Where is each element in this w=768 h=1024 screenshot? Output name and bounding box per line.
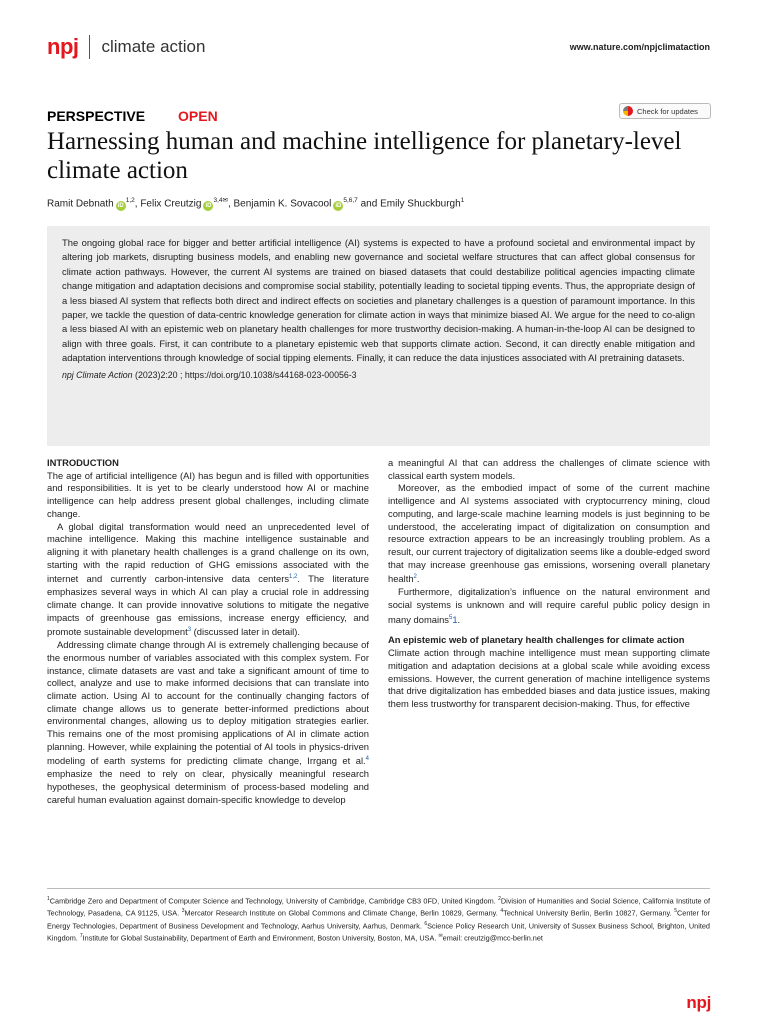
citation-journal: npj Climate Action (62, 369, 133, 380)
orcid-icon[interactable]: iD (117, 203, 124, 210)
paragraph-text: Furthermore, digitalization’s influence on the natural environment and social systems is unknown and will require careful public policy design in many domains (388, 586, 710, 625)
paragraph-text: (discussed later in detail). (191, 626, 300, 638)
box-reference-link[interactable]: 1 (452, 613, 458, 625)
author-name[interactable]: Emily Shuckburgh (380, 198, 461, 210)
author-separator: , (227, 198, 234, 210)
author-affiliation-sup: 5,6,7 (343, 197, 358, 204)
body-paragraph (47, 639, 369, 806)
affiliation-sup: 4 (500, 908, 504, 915)
footer-npj-logo: npj (686, 993, 711, 1012)
affiliation-sup: 1 (47, 896, 50, 902)
reference-sup[interactable]: 1,2 (289, 574, 298, 581)
author-affiliation-sup: 3,4✉ (213, 197, 228, 204)
reference-sup[interactable]: 4 (365, 756, 369, 763)
affiliation-text: Technical University Berlin, Berlin 10827, Germany. (503, 908, 675, 918)
paragraph-text: a meaningful AI that can address the challenges of climate science with classical earth system models. (388, 457, 710, 481)
crossmark-icon (623, 106, 633, 116)
paragraph-text: . (416, 573, 420, 585)
affiliation-text: Center for Energy Technologies, Department of Business Development and Technology, Aarhus University, Aarhus, Denmark. (47, 908, 710, 931)
affiliation-sup: 7 (79, 933, 83, 940)
affiliation-sup: ✉ (438, 933, 443, 940)
abstract-box (47, 226, 710, 446)
citation (62, 370, 695, 380)
check-for-updates-label: Check for updates (637, 106, 698, 116)
affiliation-text: Science Policy Research Unit, University of Sussex Business School, Brighton, United Kingdom. (47, 921, 710, 943)
author-name[interactable]: Ramit Debnath (47, 198, 114, 210)
paragraph-text: Moreover, as the embodied impact of some of the current machine intelligence and AI systems associated with cryptocurrency mining, cloud computing, and large-scale machine learning models is just beginning to be understood, the accelerating impact of digitalization on consumption and resource extraction appears to be an increasingly troubling problem. As a result, our current trajectory of digitalization seems like a double-edged sword that may increase greenhouse gas emissions, worsening overall planetary health (388, 482, 710, 585)
paragraph-text: A global digital transformation would need an unprecedented level of machine intelligence. Making this machine intelligence sustainable and aligning it with planetary health challenges is a grand challenge on its own, starting with the rapid reduction of GHG emissions associated with the internet and currently carbon-intensive data centers (47, 520, 369, 585)
paragraph-text: . (457, 613, 461, 625)
abstract-text: The ongoing global race for bigger and better artificial intelligence (AI) systems is expected to have a profound societal and environmental impact by altering job markets, disrupting business models, and enabling new governance and societal welfare structures that can affect global consensus for climate action pathways. However, the current AI systems are trained on biased datasets that could destabilize political agencies impacting climate change mitigation and adaptation decisions and compromise social stability, potentially leading to societal tipping events. Thus, the appropriate design of a less biased AI system that reflects both direct and indirect effects on societies and planetary challenges is a question of paramount importance. In this paper, we tackle the question of data-centric knowledge generation for climate action in ways that minimize biased AI. We argue for the need to co-align a less biased AI with an epistemic web on planetary health challenges for more trustworthy decision-making. A human-in-the-loop AI can be designed to align with three goals. First, it can contribute to a planetary epistemic web that supports climate action. Second, it can directly enable mitigation and adaptation interventions through knowledge of social tipping elements. Finally, it can reduce the data injustices associated with AI pretraining datasets. (62, 237, 695, 364)
left-paragraphs (47, 470, 369, 807)
journal-brand[interactable] (47, 35, 205, 59)
author-affiliation-sup: 1 (460, 197, 465, 204)
paragraph-text: emphasize the need to rely on clear, physically meaningful research hypotheses, the geophysical determinism of process-based modeling and careful human evaluation against domain-specific knowledge to develop (47, 768, 369, 805)
reference-sup[interactable]: 3 (187, 627, 192, 634)
author-affiliation-sup: 1,2 (125, 197, 135, 204)
article-title: Harnessing human and machine intelligence for planetary-level climate action (47, 128, 682, 184)
brand-divider (89, 35, 90, 59)
affiliation-text: email: creutzig@mcc-berlin.net (442, 933, 543, 943)
paragraph-text: The age of artificial intelligence (AI) has begun and is filled with opportunities and responsibilities. It is yet to be clearly understood how AI or machine intelligence can help address present global challenges, including climate change. (47, 469, 369, 519)
author-name[interactable]: Felix Creutzig (140, 198, 202, 210)
section2-paragraph: Climate action through machine intelligence must mean supporting climate mitigation and adaptation decisions at a global scale while avoiding excess emissions. However, the current generation of machine intelligence systems that drive digitalization has embedded biases and data justice issues, making them less trustworthy for transparent decision-making. Thus, for effective (388, 647, 710, 709)
body-paragraph (388, 457, 710, 482)
affiliation-text: Mercator Research Institute on Global Commons and Climate Change, Berlin 10829, Germany. (184, 908, 501, 918)
footnote-divider (47, 888, 710, 889)
reference-sup[interactable]: 5 (448, 614, 453, 621)
author-list (47, 196, 727, 211)
journal-name: climate action (101, 37, 206, 56)
affiliation-sup: 5 (674, 908, 677, 915)
npj-logo: npj (47, 34, 79, 59)
author-name[interactable]: Benjamin K. Sovacool (233, 198, 332, 210)
body-paragraph (388, 482, 710, 586)
body-paragraph (47, 470, 369, 521)
affiliations (47, 894, 710, 944)
open-access-label: OPEN (178, 108, 218, 124)
paragraph-text: Addressing climate change through AI is extremely challenging because of the enormous number of variables associated with this complex system. For instance, climate datasets are vast and take a significant amount of time to collect, analyze and use to make informed decisions that can translate into climate action. Using AI to account for the continually changing factors of climate change allows us to generate better-informed predictions about environmental changes, allowing us to deploy mitigation strategies earlier. This remains one of the most promising applications of AI in climate action planning. However, while explaining the potential of AI tools in physics-driven modeling of earth systems for predicting climate change, Irrgang et al. (47, 639, 369, 767)
orcid-icon[interactable]: iD (335, 203, 342, 210)
check-for-updates-button[interactable] (619, 103, 711, 119)
author-separator: , (134, 198, 141, 210)
right-paragraphs (388, 457, 710, 626)
author-separator: and (357, 198, 381, 210)
reference-sup[interactable]: 2 (413, 574, 417, 581)
affiliation-text: Institute for Global Sustainability, Department of Earth and Environment, Boston University, Boston, MA, USA. (82, 933, 439, 943)
section-heading-epistemic-web: An epistemic web of planetary health challenges for climate action (388, 634, 685, 646)
affiliation-text: Cambridge Zero and Department of Computer Science and Technology, University of Cambridge, Cambridge CB3 0FD, United Kingdom. (49, 896, 499, 906)
paragraph-text: . The literature emphasizes several ways in which AI can play a crucial role in addressing climate change. It can provide innovative solutions to mitigate the negative impacts of greenhouse gas emissions, increase energy efficiency, and promote sustainable development (47, 573, 369, 638)
affiliation-text: Division of Humanities and Social Science, California Institute of Technology, Pasadena, CA 91125, USA. (47, 896, 710, 918)
affiliation-sup: 6 (424, 920, 428, 927)
site-url-link[interactable]: www.nature.com/npjclimataction (569, 42, 710, 52)
body-column-right (388, 457, 710, 711)
section-heading-introduction: INTRODUCTION (47, 457, 119, 468)
affiliation-sup: 2 (498, 896, 501, 902)
body-column-left (47, 457, 369, 806)
affiliation-sup: 3 (181, 908, 185, 915)
citation-doi[interactable]: (2023)2:20 ; https://doi.org/10.1038/s44168-023-00056-3 (132, 369, 357, 380)
body-paragraph (47, 521, 369, 640)
orcid-icon[interactable]: iD (205, 203, 212, 210)
body-paragraph (388, 586, 710, 626)
article-type-label: PERSPECTIVE (47, 108, 146, 124)
